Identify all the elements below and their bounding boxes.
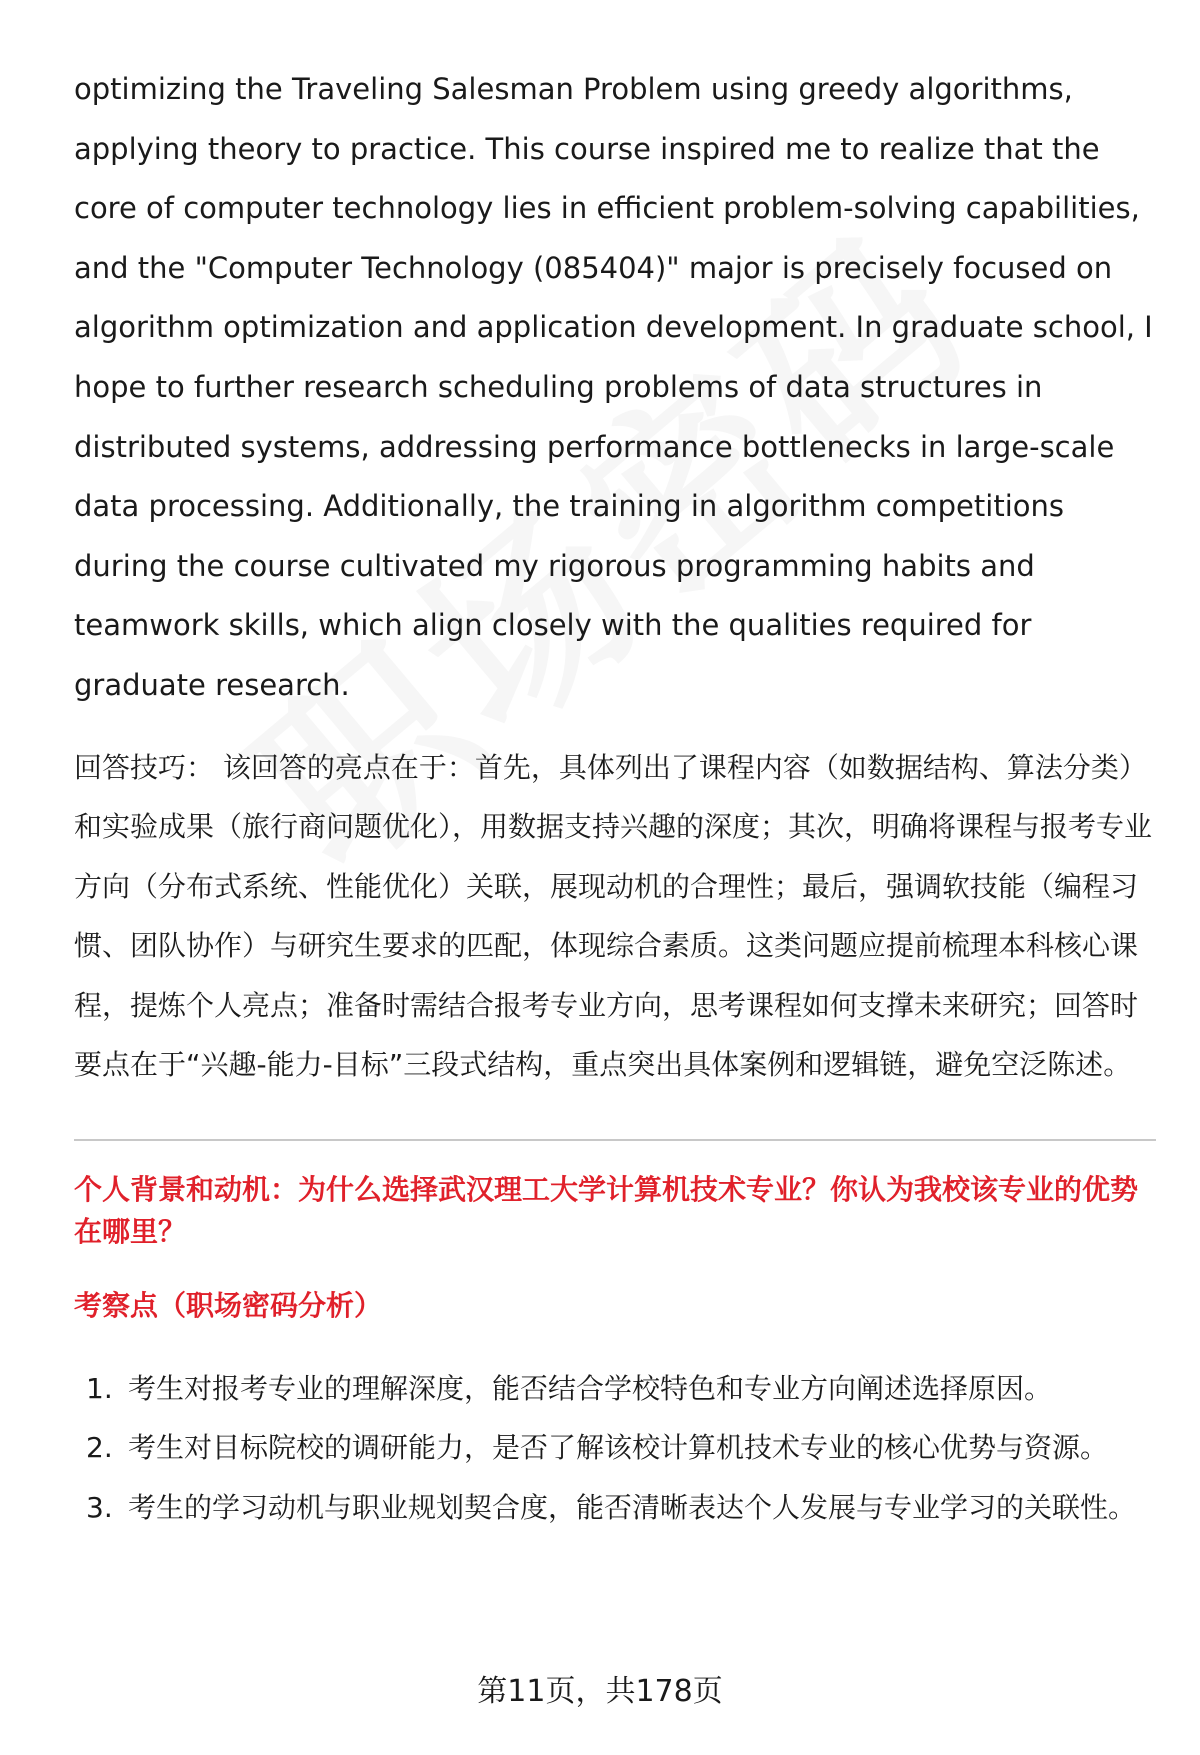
body-paragraph-english: optimizing the Traveling Salesman Problem using greedy algorithms, applying theory to practice. This course inspired me to realize that the core of computer technology lies in efficient problem-solving capabilities, and the "Computer Technology (085404)" major is precisely focused on algorithm optimization and application development. In graduate school, I hope to further research scheduling problems of data structures in distributed systems, addressing performance bottlenecks in large-scale data processing. Additionally, the training in algorithm competitions during the course cultivated my rigorous programming habits and teamwork skills, which align closely with the qualities required for graduate research. — [74, 72, 1153, 702]
list-item-number: 1. — [86, 1371, 113, 1405]
list-item-text: 考生对目标院校的调研能力，是否了解该校计算机技术专业的核心优势与资源。 — [128, 1431, 1109, 1465]
list-item — [74, 1418, 1156, 1478]
section-divider — [74, 1139, 1156, 1141]
question-heading: 个人背景和动机：为什么选择武汉理工大学计算机技术专业？你认为我校该专业的优势在哪里？ — [74, 1172, 1139, 1248]
analysis-subheading: 考察点（职场密码分析） — [74, 1288, 383, 1322]
list-item-text: 考生对报考专业的理解深度，能否结合学校特色和专业方向阐述选择原因。 — [128, 1371, 1053, 1405]
list-item-number: 2. — [86, 1431, 113, 1465]
list-item-text: 考生的学习动机与职业规划契合度，能否清晰表达个人发展与专业学习的关联性。 — [128, 1490, 1137, 1524]
list-item — [74, 1478, 1156, 1538]
answer-tip-paragraph: 回答技巧： 该回答的亮点在于：首先，具体列出了课程内容（如数据结构、算法分类）和实验成果（旅行商问题优化），用数据支持兴趣的深度；其次，明确将课程与报考专业方向（分布式系统、性能优化）关联，展现动机的合理性；最后，强调软技能（编程习惯、团队协作）与研究生要求的匹配，体现综合素质。这类问题应提前梳理本科核心课程，提炼个人亮点；准备时需结合报考专业方向，思考课程如何支撑未来研究；回答时要点在于“兴趣-能力-目标”三段式结构，重点突出具体案例和逻辑链，避免空泛陈述。 — [74, 750, 1153, 1082]
list-item — [74, 1359, 1156, 1419]
page-footer: 第11页，共178页 — [477, 1674, 723, 1709]
assessment-points-list — [74, 1359, 1156, 1538]
list-item-number: 3. — [86, 1490, 113, 1524]
